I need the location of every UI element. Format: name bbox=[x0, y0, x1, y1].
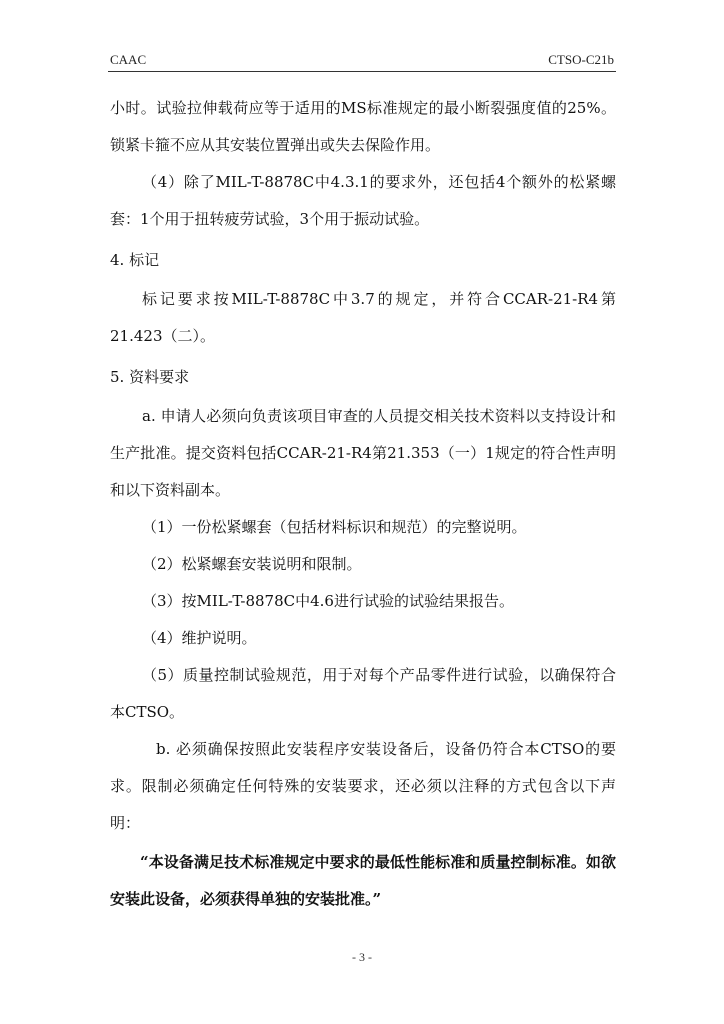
list-item: （3）按MIL-T-8878C中4.6进行试验的试验结果报告。 bbox=[142, 592, 514, 610]
list-item: （2）松紧螺套安装说明和限制。 bbox=[142, 555, 362, 573]
list-item: （5）质量控制试验规范，用于对每个产品零件进行试验，以确保符合本CTSO。 bbox=[110, 666, 616, 721]
paragraph: b. 必须确保按照此安装程序安装设备后，设备仍符合本CTSO的要求。限制必须确定任何特殊的安装要求，还必须以注释的方式包含以下声明： bbox=[110, 740, 616, 832]
page-header bbox=[110, 52, 614, 70]
list-item: （4）维护说明。 bbox=[142, 629, 257, 647]
header-doc-id: CTSO-C21b bbox=[548, 52, 614, 67]
page-number: - 3 - bbox=[352, 950, 372, 964]
header-rule bbox=[108, 71, 616, 72]
bold-statement: “本设备满足技术标准规定中要求的最低性能标准和质量控制标准。如欲安装此设备，必须获得单独的安装批准。” bbox=[110, 853, 616, 908]
list-item: （1）一份松紧螺套（包括材料标识和规范）的完整说明。 bbox=[142, 518, 527, 536]
section-heading-marking: 4. 标记 bbox=[110, 251, 160, 269]
section-heading-data-requirements: 5. 资料要求 bbox=[110, 368, 190, 386]
paragraph: a. 申请人必须向负责该项目审查的人员提交相关技术资料以支持设计和生产批准。提交资料包括CCAR-21-R4第21.353（一）1规定的符合性声明和以下资料副本。 bbox=[110, 407, 616, 499]
paragraph: （4）除了MIL-T-8878C中4.3.1的要求外，还包括4个额外的松紧螺套：1个用于扭转疲劳试验，3个用于振动试验。 bbox=[110, 173, 616, 228]
header-org: CAAC bbox=[110, 52, 147, 67]
paragraph: 标记要求按MIL-T-8878C中3.7的规定，并符合CCAR-21-R4第21.423（二）。 bbox=[110, 290, 616, 345]
document-body bbox=[110, 90, 616, 918]
paragraph: 小时。试验拉伸载荷应等于适用的MS标准规定的最小断裂强度值的25%。锁紧卡箍不应从其安装位置弹出或失去保险作用。 bbox=[110, 99, 616, 154]
